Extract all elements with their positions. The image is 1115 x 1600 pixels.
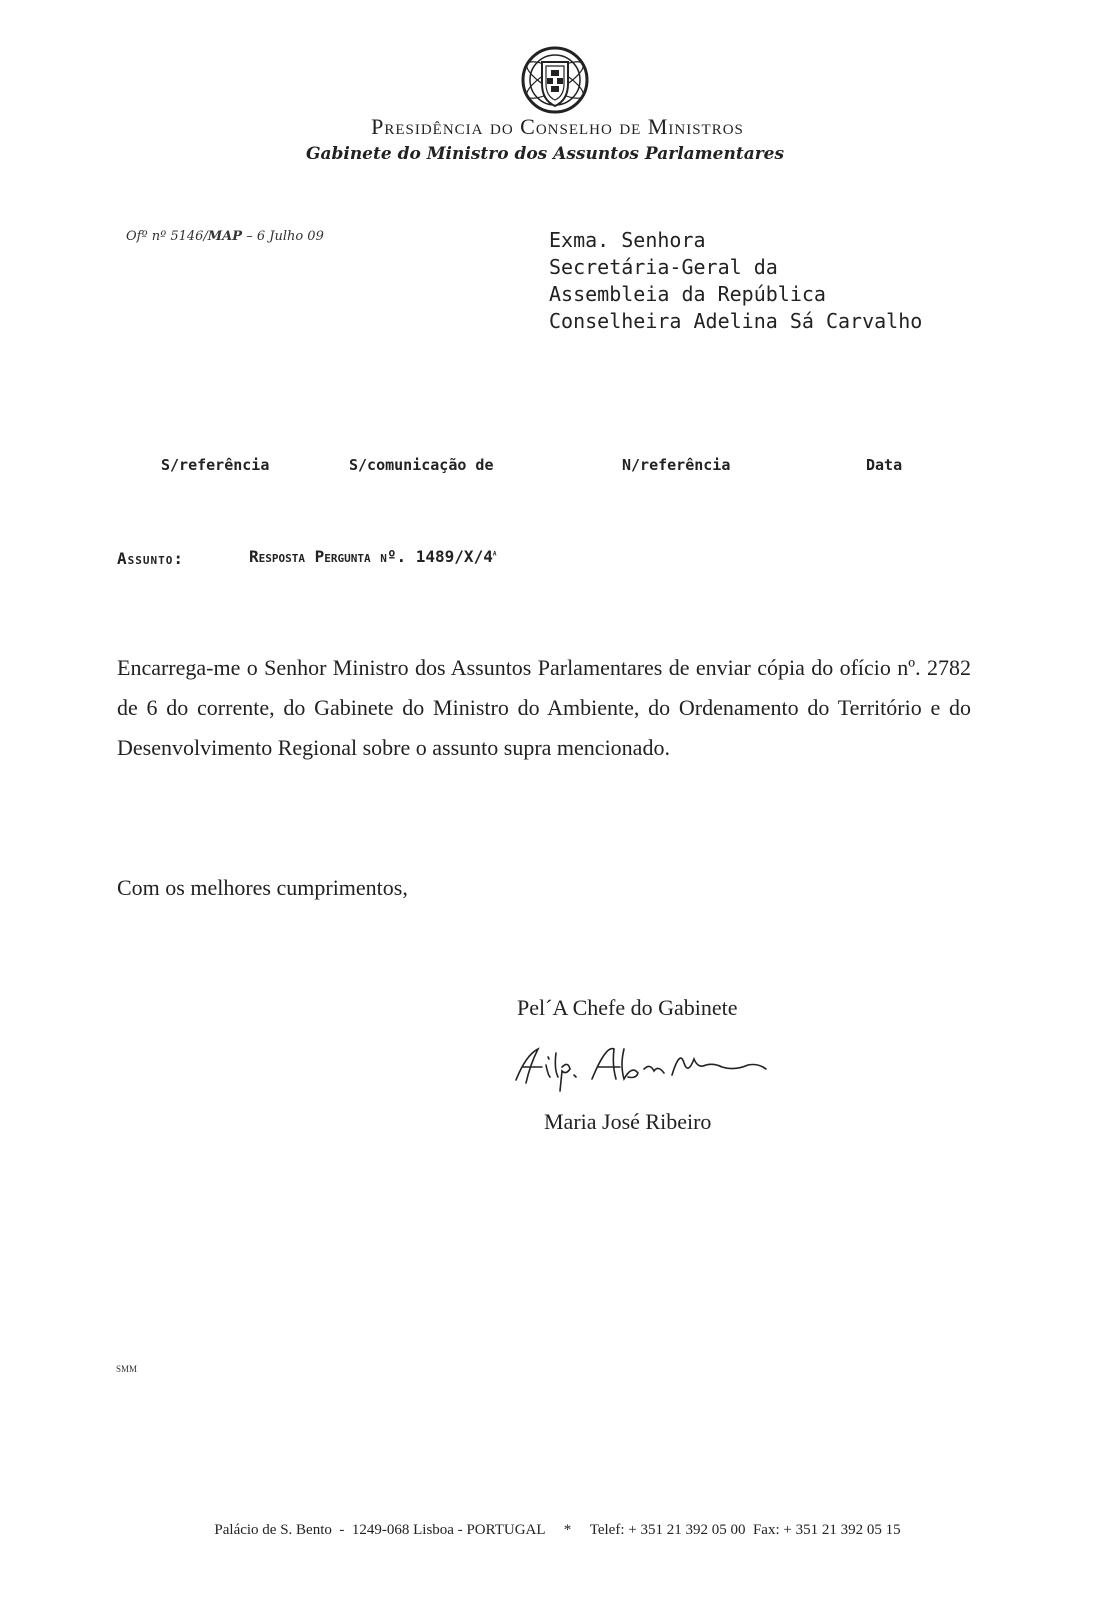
your-reference-header: S/referência (161, 456, 270, 474)
organization-name: Presidência do Conselho de Ministros (371, 114, 744, 139)
recipient-line: Assembleia da República (549, 282, 826, 306)
signer-name: Maria José Ribeiro (544, 1109, 712, 1134)
cabinet-name: Gabinete do Ministro dos Assuntos Parlamentares (305, 144, 785, 164)
recipient-line: Conselheira Adelina Sá Carvalho (549, 309, 923, 333)
subject-text-superscript: a (492, 548, 497, 559)
office-reference-date: – 6 Julho 09 (242, 229, 324, 244)
our-reference-header: N/referência (622, 456, 731, 474)
footer-address: Palácio de S. Bento - 1249-068 Lisboa - PORTUGAL * Telef: + 351 21 392 05 00 Fax: + 351 21 392 05 15 (214, 1522, 901, 1538)
your-communication-header: S/comunicação de (349, 456, 494, 474)
recipient-line: Exma. Senhora (549, 228, 706, 252)
subject-text-main: Resposta Pergunta nº. 1489/X/4 (249, 547, 493, 566)
office-reference-prefix: Ofº nº 5146/ (126, 229, 208, 244)
recipient-line: Secretária-Geral da (549, 255, 778, 279)
body-paragraph: Encarrega-me o Senhor Ministro dos Assuntos Parlamentares de enviar cópia do ofício nº. 2782 de 6 do corrente, do Gabinete do Ministro do Ambiente, do Ordenamento do Território e do Desenvolvimento Regional sobre o assunto supra mencionado. (117, 655, 971, 760)
closing-line: Com os melhores cumprimentos, (117, 875, 408, 900)
subject-text (249, 547, 496, 566)
office-reference-code: MAP (207, 229, 243, 244)
date-header: Data (866, 456, 903, 474)
recipient-address (549, 227, 922, 335)
subject-label: Assunto: (117, 549, 185, 568)
on-behalf-line: Pel´A Chefe do Gabinete (517, 995, 738, 1020)
coat-of-arms-emblem (520, 44, 590, 116)
typist-initials: SMM (116, 1364, 138, 1374)
office-reference (126, 229, 324, 244)
handwritten-signature (508, 1035, 788, 1105)
